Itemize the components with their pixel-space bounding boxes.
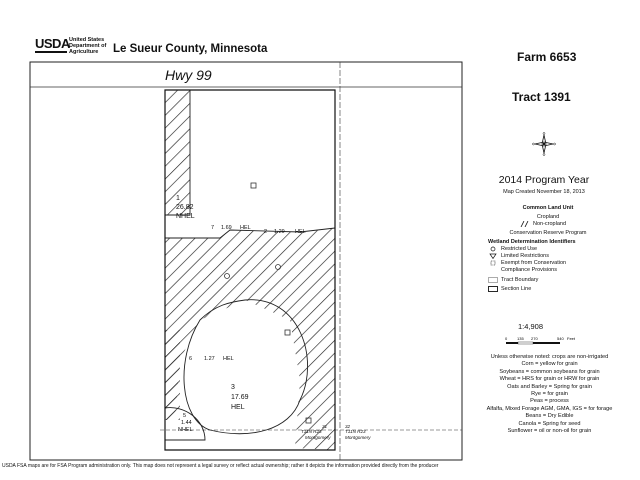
legend-tract-boundary-row xyxy=(488,277,618,283)
note-line: Canola = Spring for seed xyxy=(518,420,581,427)
field-3-boundary xyxy=(184,300,308,434)
map-created-date: Map Created November 18, 2013 xyxy=(503,189,585,195)
legend-non-cropland: Non-cropland xyxy=(533,221,567,227)
field-1-id: 1 xyxy=(176,195,180,202)
section-line-icon xyxy=(488,286,498,292)
structure-marker xyxy=(285,330,290,335)
scale-tick-0: 0 xyxy=(505,336,508,341)
note-line: Wheat = HRS for grain or HRW for grain xyxy=(499,376,600,383)
note-line: Oats and Barley = Spring for grain xyxy=(507,383,592,390)
restricted-use-icon xyxy=(488,246,498,252)
field-5-id: 5 xyxy=(183,413,187,419)
legend-restricted-row xyxy=(488,246,618,252)
scale-bar xyxy=(503,334,583,350)
legend-crp: Conservation Reserve Program xyxy=(509,230,587,236)
field-3-id: 3 xyxy=(231,384,235,391)
note-line: Alfalfa, Mixed Forage AGM, GMA, IGS = for forage xyxy=(486,405,613,412)
footer-disclaimer: USDA FSA maps are for FSA Program administration only. This map does not represent a legal survey or reflect actual ownership; rather it depicts the information provided directly from the producer xyxy=(2,463,439,469)
note-line: Beans = Dry Edible xyxy=(525,413,574,420)
legend-cropland: Cropland xyxy=(536,214,560,220)
note-line: Soybeans = common soybeans for grain xyxy=(499,368,600,375)
crop-notes xyxy=(467,354,632,435)
note-line: Rye = for grain xyxy=(531,391,568,398)
field-7-status: HEL xyxy=(240,225,251,231)
scale-ratio: 1:4,908 xyxy=(518,322,544,331)
note-line: Peas = process xyxy=(530,398,569,405)
legend-tract-boundary: Tract Boundary xyxy=(501,277,539,283)
section-number-left: 31 xyxy=(322,424,328,429)
field-2-status: HEL xyxy=(295,229,306,235)
legend xyxy=(478,205,618,293)
scale-tick-1: 135 xyxy=(517,336,524,341)
usda-logo: USDA xyxy=(35,36,70,51)
township-right-name: Montgomery xyxy=(345,435,371,440)
legend-section-line-row xyxy=(488,286,618,292)
tract-boundary-icon xyxy=(488,277,498,283)
county-title: Le Sueur County, Minnesota xyxy=(113,43,268,55)
field-6-acres: 1.27 xyxy=(204,356,215,362)
field-3-acres: 17.69 xyxy=(231,394,249,401)
limited-restrictions-icon xyxy=(488,253,498,259)
legend-exempt-line-2: Compliance Provisions xyxy=(501,267,557,273)
program-year: 2014 Program Year xyxy=(498,174,590,186)
field-1-acres: 26.82 xyxy=(176,204,194,211)
exempt-icon xyxy=(488,260,498,266)
field-6-status: HEL xyxy=(223,356,234,362)
legend-limited-restrictions: Limited Restrictions xyxy=(501,253,549,259)
note-line: Corn = yellow for grain xyxy=(521,361,578,368)
legend-section-line: Section Line xyxy=(501,286,532,292)
scale-tick-3: 540 xyxy=(557,336,564,341)
agency-subtitle: United States Department of Agriculture xyxy=(69,37,107,55)
scale-tick-2: 270 xyxy=(531,336,538,341)
legend-restricted-use: Restricted Use xyxy=(501,246,538,252)
legend-exempt-row xyxy=(488,260,618,266)
farm-number: Farm 6653 xyxy=(517,50,577,64)
legend-wetland-title: Wetland Determination Identifiers xyxy=(488,239,576,245)
road-label: Hwy 99 xyxy=(165,67,212,83)
township-right: T11N R23 xyxy=(345,429,366,434)
field-6-id: 6 xyxy=(189,356,193,362)
field-7-acres: 1.69 xyxy=(221,225,232,231)
field-2-id: 2 xyxy=(264,229,268,235)
scale-unit: Feet xyxy=(567,336,576,341)
field-2-acres: 1.29 xyxy=(274,229,285,235)
structure-marker xyxy=(251,183,256,188)
legend-non-cropland-row xyxy=(520,221,618,227)
note-line: Sunflower = oil or non-oil for grain xyxy=(507,428,592,435)
field-5-acres: 1.44 xyxy=(181,420,192,426)
legend-limited-row xyxy=(488,253,618,259)
note-line: Unless otherwise noted: crops are non-irrigated xyxy=(490,354,609,360)
field-1-boundary xyxy=(190,90,335,228)
tract-number: Tract 1391 xyxy=(512,90,571,104)
legend-exempt: Exempt from Conservation xyxy=(501,260,567,266)
field-5-status: NHEL xyxy=(178,427,193,433)
hatch-icon xyxy=(520,221,530,227)
section-number-right: 32 xyxy=(345,424,351,429)
field-7-id: 7 xyxy=(211,225,215,231)
township-left: T11N R23 xyxy=(301,429,322,434)
non-cropland-area xyxy=(165,90,335,450)
township-left-name: Montgomery xyxy=(305,435,331,440)
legend-title: Common Land Unit xyxy=(522,205,574,211)
field-3-status: HEL xyxy=(231,404,245,411)
field-1-status: NHEL xyxy=(176,213,195,220)
north-arrow-icon xyxy=(532,132,556,156)
